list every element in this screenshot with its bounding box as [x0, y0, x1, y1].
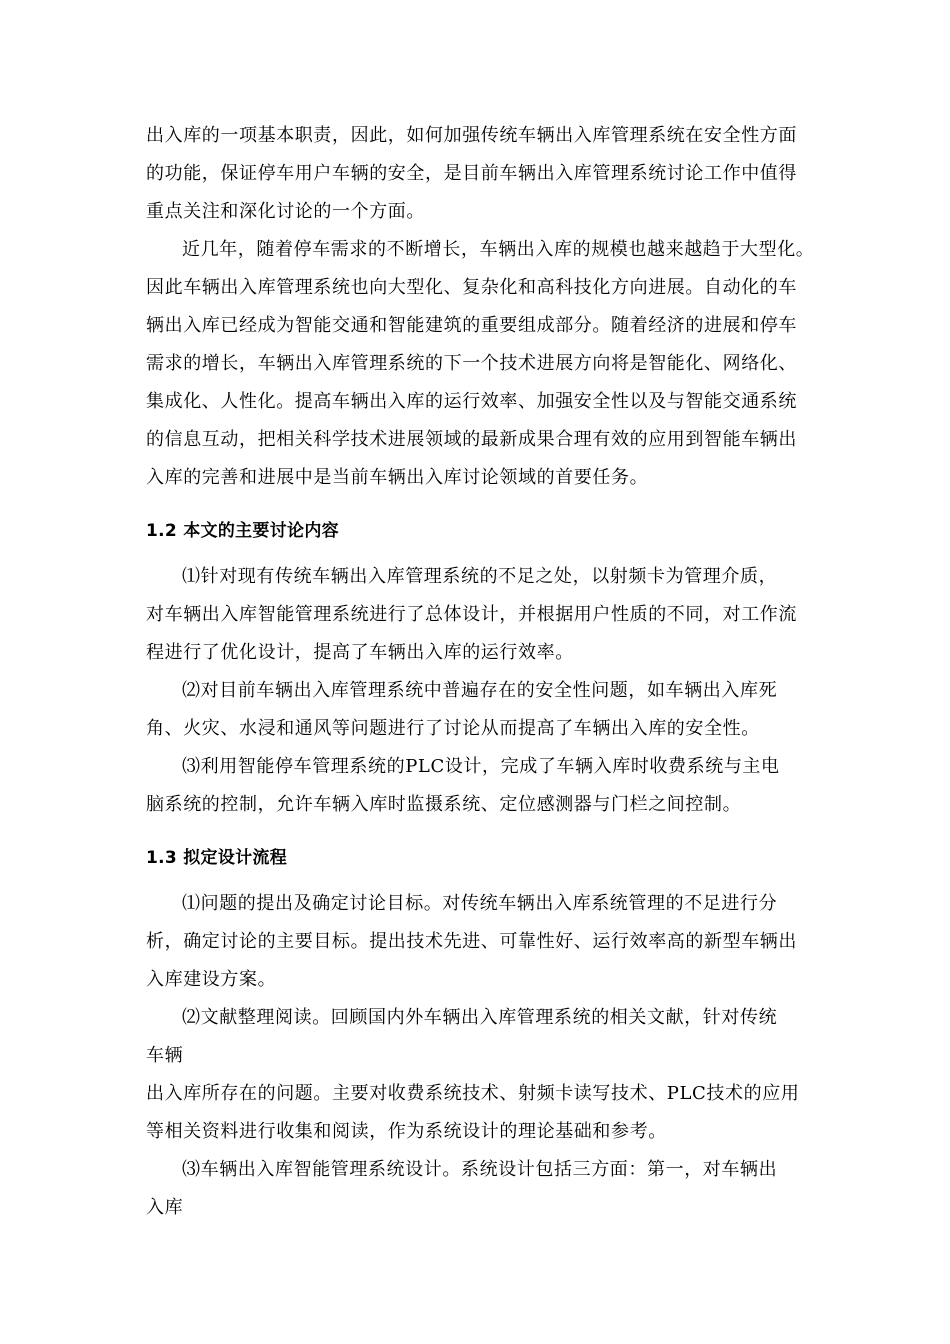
paragraph-line: 车辆 [146, 1045, 184, 1066]
paragraph-line: ⑴问题的提出及确定讨论目标。对传统车辆出入库系统管理的不足进行分 [182, 893, 778, 914]
section-heading-1-3: 1.3 拟定设计流程 [146, 848, 288, 868]
paragraph-line: ⑴针对现有传统车辆出入库管理系统的不足之处，以射频卡为管理介质， [182, 566, 778, 587]
paragraph-line: 的功能，保证停车用户车辆的安全，是目前车辆出入库管理系统讨论工作中值得 [146, 163, 797, 184]
paragraph-line: 程进行了优化设计，提高了车辆出入库的运行效率。 [146, 642, 574, 663]
paragraph-line: 的信息互动，把相关科学技术进展领域的最新成果合理有效的应用到智能车辆出 [146, 429, 797, 450]
paragraph-line: 析，确定讨论的主要目标。提出技术先进、可靠性好、运行效率高的新型车辆出 [146, 931, 797, 952]
paragraph-line: 集成化、人性化。提高车辆出入库的运行效率、加强安全性以及与智能交通系统 [146, 391, 797, 412]
paragraph-line: 重点关注和深化讨论的一个方面。 [146, 201, 425, 222]
paragraph-line: 因此车辆出入库管理系统也向大型化、复杂化和高科技化方向进展。自动化的车 [146, 277, 797, 298]
paragraph-line: ⑶利用智能停车管理系统的PLC设计，完成了车辆入库时收费系统与主电 [182, 756, 780, 777]
paragraph-line: 入库建设方案。 [146, 969, 277, 990]
paragraph-line: 对车辆出入库智能管理系统进行了总体设计，并根据用户性质的不同，对工作流 [146, 604, 797, 625]
paragraph-line: 需求的增长，车辆出入库管理系统的下一个技术进展方向将是智能化、网络化、 [146, 353, 797, 374]
paragraph-line: 出入库的一项基本职责，因此，如何加强传统车辆出入库管理系统在安全性方面 [146, 125, 797, 146]
paragraph-line: 辆出入库已经成为智能交通和智能建筑的重要组成部分。随着经济的进展和停车 [146, 315, 797, 336]
paragraph-line: 等相关资料进行收集和阅读，作为系统设计的理论基础和参考。 [146, 1121, 667, 1142]
paragraph-line: 入库 [146, 1197, 184, 1218]
section-heading-1-2: 1.2 本文的主要讨论内容 [146, 521, 339, 541]
paragraph-line: 入库的完善和进展中是当前车辆出入库讨论领域的首要任务。 [146, 467, 649, 488]
paragraph-line: ⑵文献整理阅读。回顾国内外车辆出入库管理系统的相关文献，针对传统 [182, 1007, 778, 1028]
paragraph-line: ⑵对目前车辆出入库管理系统中普遍存在的安全性问题，如车辆出入库死 [182, 680, 778, 701]
paragraph-line: 出入库所存在的问题。主要对收费系统技术、射频卡读写技术、PLC技术的应用 [146, 1083, 800, 1104]
paragraph-line: ⑶车辆出入库智能管理系统设计。系统设计包括三方面：第一，对车辆出 [182, 1159, 778, 1180]
paragraph-line: 脑系统的控制，允许车辆入库时监摄系统、定位感测器与门栏之间控制。 [146, 794, 742, 815]
paragraph-line: 近几年，随着停车需求的不断增长，车辆出入库的规模也越来越趋于大型化。 [182, 239, 815, 260]
paragraph-line: 角、火灾、水浸和通风等问题进行了讨论从而提高了车辆出入库的安全性。 [146, 718, 760, 739]
